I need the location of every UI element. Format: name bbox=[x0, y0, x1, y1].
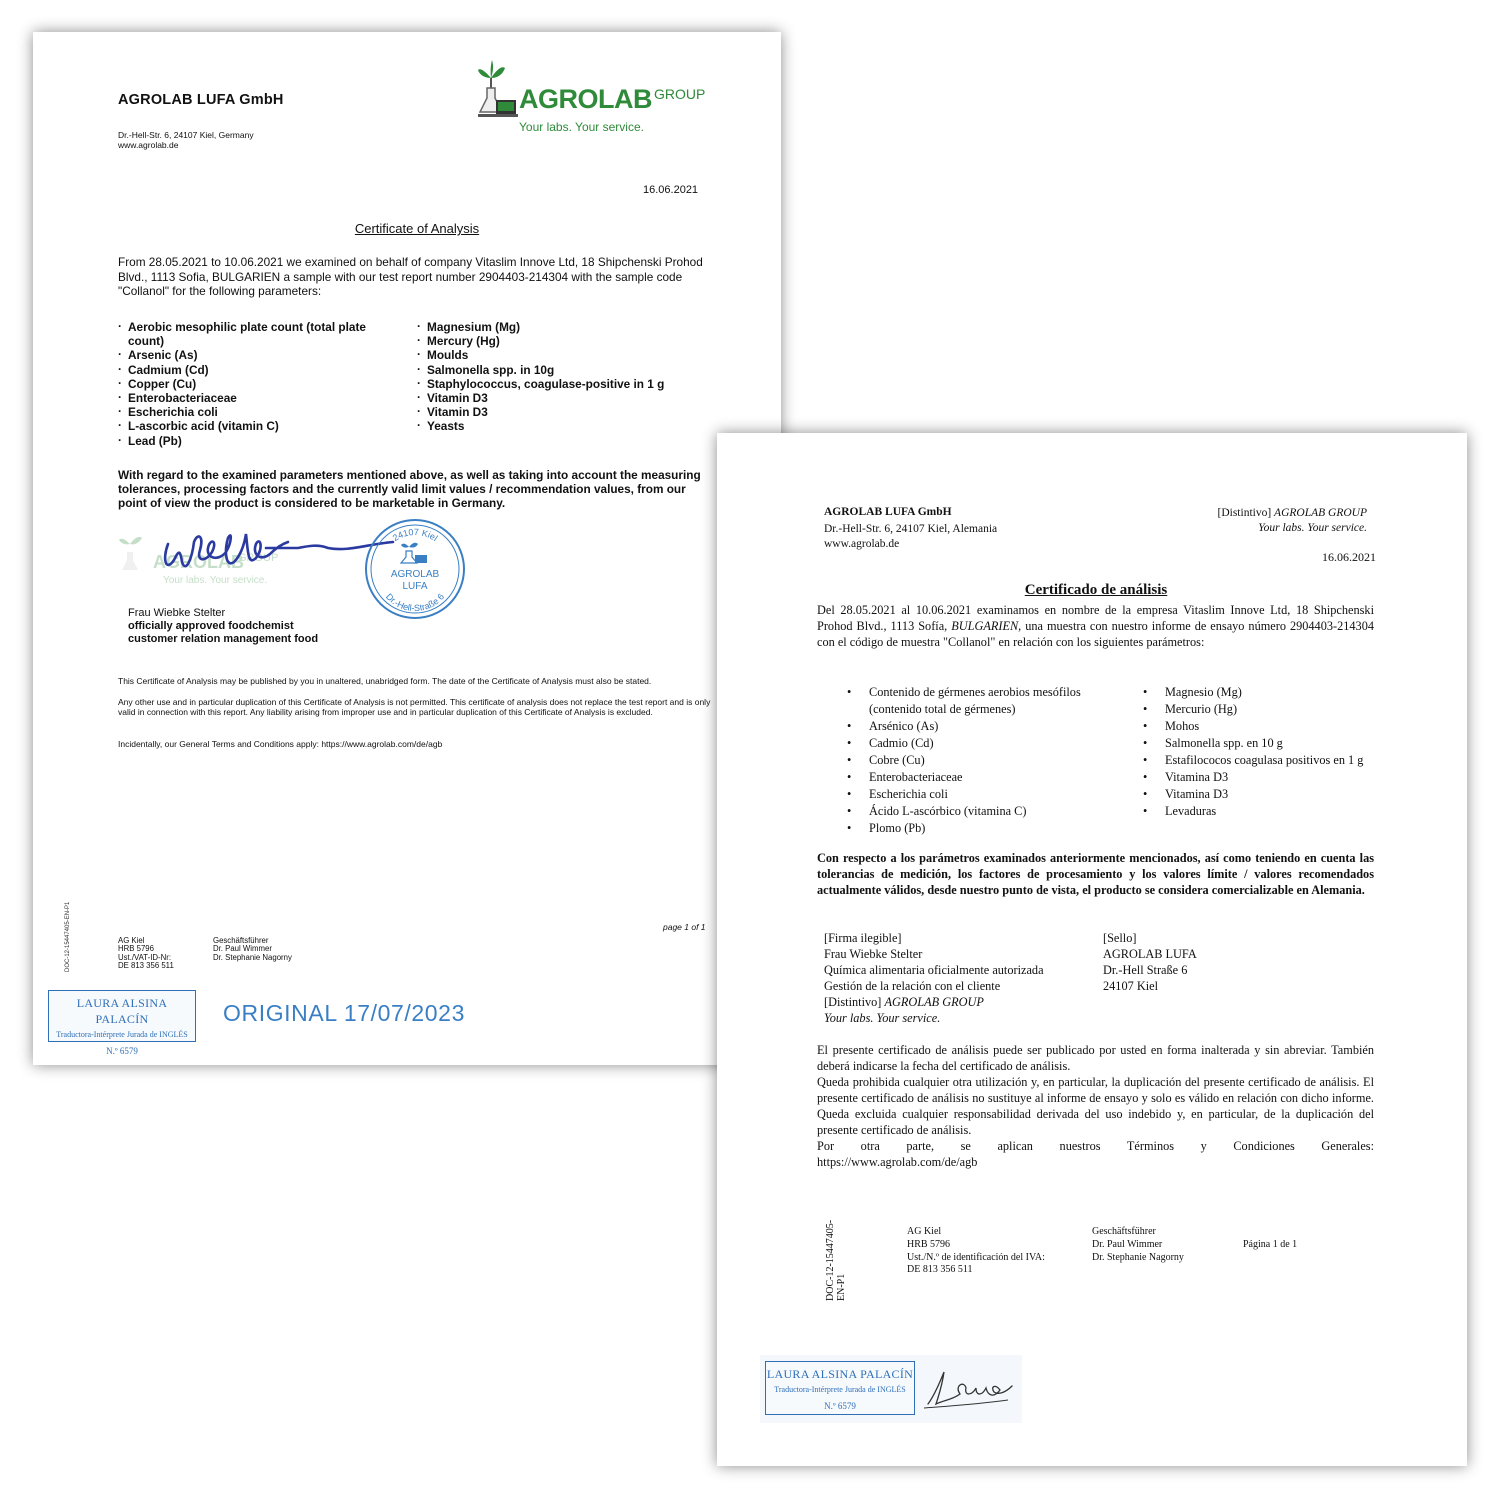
certificate-date: 16.06.2021 bbox=[1322, 550, 1376, 564]
original-date-label: ORIGINAL 17/07/2023 bbox=[223, 1000, 465, 1026]
parameter-item: • Ácido L-ascórbico (vitamina C) bbox=[847, 803, 1127, 820]
parameter-item: • Salmonella spp. en 10 g bbox=[1143, 735, 1453, 752]
usage-note: Any other use and in particular duplication of this Certificate of Analysis is not permitted. This certificate of analysis does not replace the test report and is only valid in connection with this report. Any liability arising from improper use and in particular duplication of this Certificate of Analysis is excluded. bbox=[118, 697, 711, 717]
parameter-item: • Contenido de gérmenes aerobios mesófilos (contenido total de gérmenes) bbox=[847, 684, 1127, 718]
parameter-item: • Mercurio (Hg) bbox=[1143, 701, 1453, 718]
parameter-item: • Vitamina D3 bbox=[1143, 769, 1453, 786]
parameter-list-right bbox=[417, 320, 747, 434]
parameter-item: • Mohos bbox=[1143, 718, 1453, 735]
parameter-item: • Plomo (Pb) bbox=[847, 820, 1127, 837]
intro-paragraph: Del 28.05.2021 al 10.06.2021 examinamos en nombre de la empresa Vitaslim Innove Ltd, 18 Shipchenski Prohod Blvd., 1113 Sofía, BULGARIEN, una muestra con nuestro informe de ensayo número 2904403-214304 con el código de muestra "Collanol" en relación con los siguientes parámetros: bbox=[817, 603, 1374, 649]
svg-text:Dr.-Hell-Straße 6: Dr.-Hell-Straße 6 bbox=[383, 591, 447, 614]
signature-block bbox=[118, 522, 368, 597]
company-address: Dr.-Hell-Str. 6, 24107 Kiel, Germany www.agrolab.de bbox=[118, 130, 254, 150]
parameter-item: · Aerobic mesophilic plate count (total plate count) bbox=[118, 320, 398, 348]
document-code: DOC-12-15447405- EN-P1 bbox=[825, 1219, 847, 1301]
parameter-list-right bbox=[1143, 684, 1453, 820]
parameter-item: · Lead (Pb) bbox=[118, 434, 398, 448]
parameter-item: • Cadmio (Cd) bbox=[847, 735, 1127, 752]
parameter-item: · L-ascorbic acid (vitamin C) bbox=[118, 419, 398, 433]
signature-description: [Firma ilegible] Frau Wiebke Stelter Química alimentaria oficialmente autorizada Gestión de la relación con el cliente [Distintivo] AGROLAB GROUP Your labs. Your service. bbox=[824, 931, 1044, 1025]
parameter-item: · Copper (Cu) bbox=[118, 377, 398, 391]
certificate-title: Certificado de análisis bbox=[1024, 582, 1168, 598]
parameter-item: · Staphylococcus, coagulase-positive in 1 g bbox=[417, 377, 747, 391]
parameter-item: · Enterobacteriaceae bbox=[118, 391, 398, 405]
conclusion-paragraph: With regard to the examined parameters mentioned above, as well as taking into account the measuring tolerances, processing factors and the currently valid limit values / recommendation values, from our point of view the product is considered to be marketable in Germany. bbox=[118, 468, 701, 511]
parameter-item: · Moulds bbox=[417, 348, 747, 362]
footer-management: Geschäftsführer Dr. Paul Wimmer Dr. Stephanie Nagorny bbox=[1092, 1226, 1184, 1263]
intro-paragraph: From 28.05.2021 to 10.06.2021 we examined on behalf of company Vitaslim Innove Ltd, 18 Shipchenski Prohod Blvd., 1113 Sofia, BULGARIEN a sample with our test report number 2904403-214304 with the sample code "Collanol" for the following parameters: bbox=[118, 255, 703, 298]
certificate-date: 16.06.2021 bbox=[643, 184, 699, 196]
parameter-item: • Levaduras bbox=[1143, 803, 1453, 820]
footer-registry: AG Kiel HRB 5796 Ust./N.º de identificación del IVA: DE 813 356 511 bbox=[907, 1226, 1045, 1276]
translator-signature bbox=[920, 1360, 1015, 1415]
stamp-description: [Sello] AGROLAB LUFA Dr.-Hell Straße 6 24107 Kiel bbox=[1103, 931, 1197, 993]
footer-registry: AG Kiel HRB 5796 Ust./VAT-ID-Nr: DE 813 356 511 bbox=[118, 936, 174, 971]
flask-plant-icon bbox=[474, 58, 520, 120]
parameter-item: · Magnesium (Mg) bbox=[417, 320, 747, 334]
parameter-item: · Escherichia coli bbox=[118, 405, 398, 419]
svg-text:AGROLAB: AGROLAB bbox=[390, 569, 440, 580]
parameter-item: · Vitamin D3 bbox=[417, 405, 747, 419]
company-name: AGROLAB LUFA GmbH bbox=[118, 92, 284, 108]
svg-text:24107 Kiel: 24107 Kiel bbox=[390, 526, 440, 544]
parameter-item: · Salmonella spp. in 10g bbox=[417, 363, 747, 377]
parameter-item: • Estafilococos coagulasa positivos en 1 g bbox=[1143, 752, 1453, 769]
terms-note: Incidentally, our General Terms and Conditions apply: https://www.agrolab.com/de/agb bbox=[118, 739, 443, 749]
publication-note: This Certificate of Analysis may be published by you in unaltered, unabridged form. The date of the Certificate of Analysis must also be stated. bbox=[118, 676, 652, 686]
parameter-item: • Escherichia coli bbox=[847, 786, 1127, 803]
conclusion-paragraph: Con respecto a los parámetros examinados anteriormente mencionados, así como teniendo en cuenta las tolerancias de medición, los factores de procesamiento y los valores límite / valores recomendados actualmente válidos, desde nuestro punto de vista, el producto se considera comercializable en Alemania. bbox=[817, 851, 1374, 897]
svg-text:LUFA: LUFA bbox=[402, 581, 428, 592]
faded-logo: AGROLAB GROUP Your labs. Your service. bbox=[118, 522, 333, 592]
parameter-item: • Cobre (Cu) bbox=[847, 752, 1127, 769]
parameter-item: • Enterobacteriaceae bbox=[847, 769, 1127, 786]
translated-certificate-page bbox=[717, 433, 1467, 1466]
round-lab-stamp bbox=[363, 517, 468, 622]
legal-notes: El presente certificado de análisis puede ser publicado por usted en forma inalterada y sin abreviar. También deberá indicarse la fecha del certificado de análisis. Queda prohibida cualquier otra utilización y, en particular, la duplicación del presente certificado de análisis. El presente certificado de análisis no sustituye al informe de ensayo y solo es válido en relación con dicho informe. Queda excluida cualquier responsabilidad derivada del uso indebido y, en particular, de la duplicación del presente certificado de análisis. Por otra parte, se aplican nuestros Términos y Condiciones Generales: https://www.agrolab.com/de/agb bbox=[817, 1043, 1374, 1169]
parameter-item: · Yeasts bbox=[417, 419, 747, 433]
original-certificate-page bbox=[33, 32, 781, 1065]
page-number: Página 1 de 1 bbox=[1243, 1239, 1298, 1250]
signer-details: Frau Wiebke Stelter officially approved foodchemist customer relation management food bbox=[128, 607, 319, 645]
footer-management: Geschäftsführer Dr. Paul Wimmer Dr. Stephanie Nagorny bbox=[213, 936, 292, 962]
sworn-translator-stamp: LAURA ALSINA PALACÍN Traductora-Intérprete Jurada de INGLÉS N.º 6579 bbox=[48, 990, 196, 1042]
parameter-item: · Arsenic (As) bbox=[118, 348, 398, 362]
parameter-list-left bbox=[847, 684, 1127, 837]
translator-seal-area bbox=[760, 1355, 1022, 1423]
parameter-item: • Magnesio (Mg) bbox=[1143, 684, 1453, 701]
parameter-item: • Vitamina D3 bbox=[1143, 786, 1453, 803]
company-name: AGROLAB LUFA GmbH bbox=[824, 506, 952, 518]
agrolab-logo: AGROLAB GROUP Your labs. Your service. bbox=[474, 58, 724, 138]
parameter-item: · Vitamin D3 bbox=[417, 391, 747, 405]
certificate-title: Certificate of Analysis bbox=[354, 221, 480, 236]
parameter-item: • Arsénico (As) bbox=[847, 718, 1127, 735]
parameter-item: · Cadmium (Cd) bbox=[118, 363, 398, 377]
parameter-list-left bbox=[118, 320, 398, 448]
page-number: page 1 of 1 bbox=[663, 922, 706, 932]
company-address: Dr.-Hell-Str. 6, 24107 Kiel, Alemania www.agrolab.de bbox=[824, 523, 998, 550]
handwritten-signature bbox=[148, 522, 398, 582]
sworn-translator-stamp: LAURA ALSINA PALACÍN Traductora-Intérprete Jurada de INGLÉS N.º 6579 bbox=[765, 1361, 915, 1415]
parameter-item: · Mercury (Hg) bbox=[417, 334, 747, 348]
logo-description: [Distintivo] AGROLAB GROUP Your labs. Your service. bbox=[1217, 507, 1367, 534]
document-code: DOC-12-15447405-EN-P1 bbox=[65, 901, 71, 972]
